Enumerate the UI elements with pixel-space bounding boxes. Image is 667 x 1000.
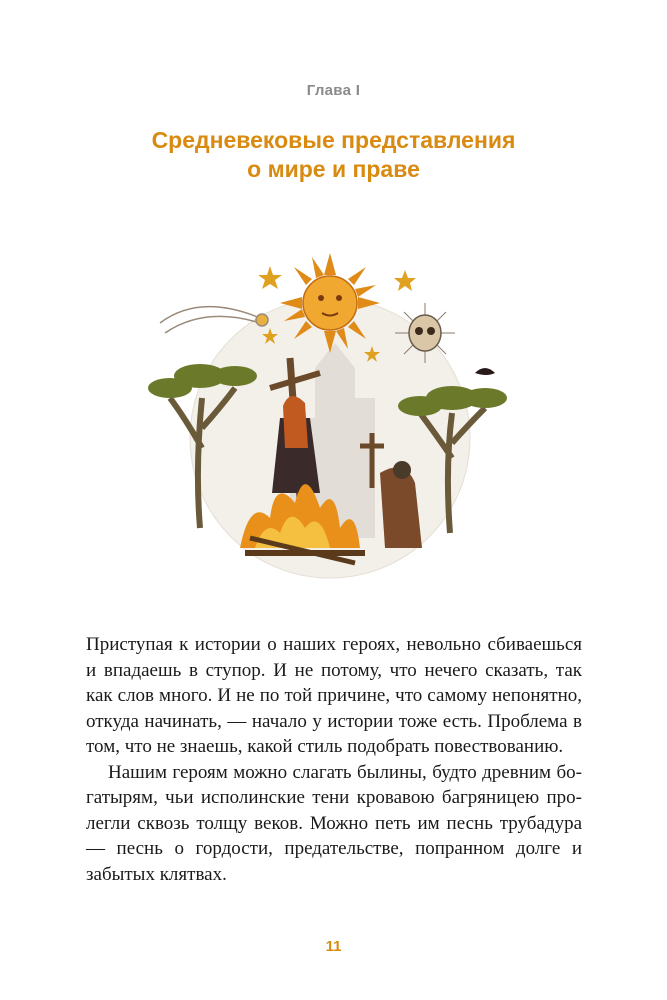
paragraph: Нашим героям можно слагать былины, будто древним богатырям, чьи исполинские тени кровавою багряницею пролегли сквозь толщу веков. Можно петь им песнь трубадура — песнь о гордости, предательстве, попранном долге и забытых клятвах. [86,761,582,885]
raven-icon [475,368,495,375]
body-text [86,632,582,887]
skull-icon [395,303,455,363]
witch-burning-illustration [140,248,520,588]
chapter-title-line-1: Средневековые представления [151,127,516,153]
illustration-svg [140,248,520,588]
paragraph: Приступая к истории о наших героях, невольно сбиваешься и впадаешь в ступор. И не потому, что нечего сказать, так как слов много. И не по той причине, что самому непонятно, откуда начинать, — начало у истории тоже есть. Проблема в том, что не знаешь, какой стиль подобрать повествованию. [86,634,582,757]
sun-icon [280,253,380,353]
chapter-title [0,126,667,184]
chapter-label: Глава I [306,82,361,99]
page-number: 11 [325,938,342,955]
chapter-title-line-2: о мире и праве [247,156,420,182]
